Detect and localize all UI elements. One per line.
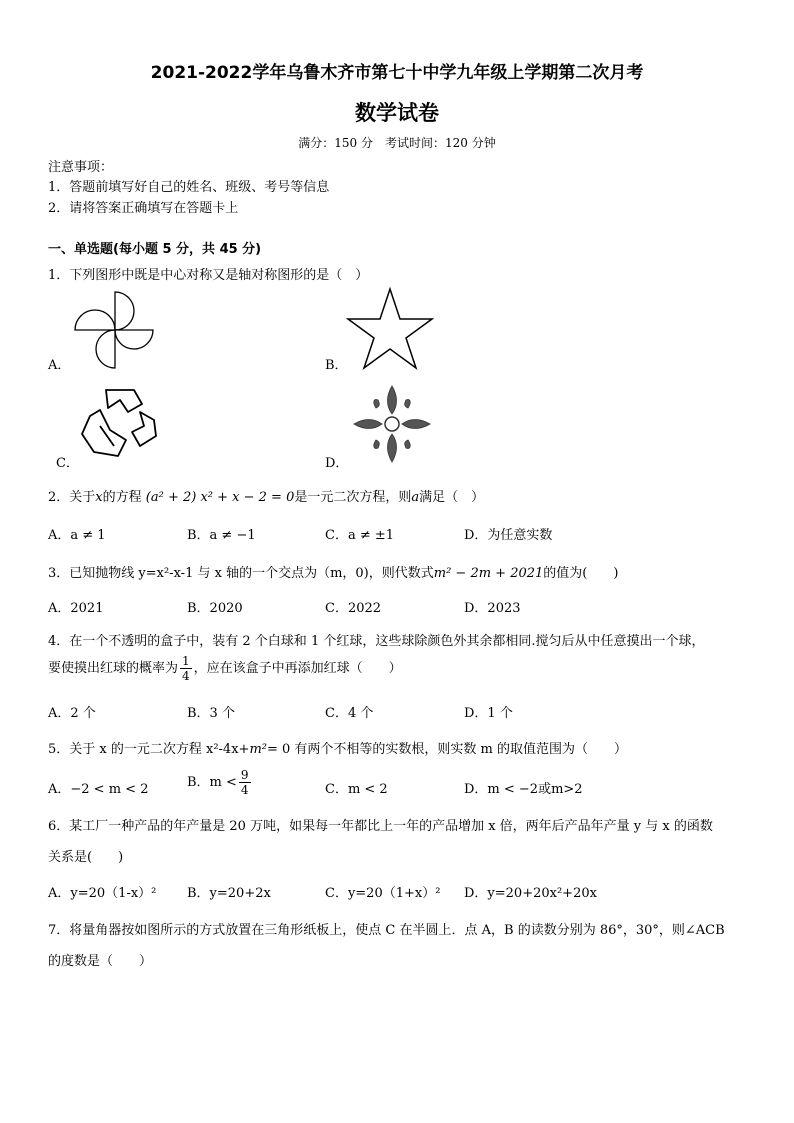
note-item-2: 2．请将答案正确填写在答题卡上: [48, 201, 239, 216]
section-heading: 一、单选题(每小题 5 分，共 45 分): [48, 242, 262, 257]
q2-stem: [48, 486, 484, 505]
pinwheel-figure: [70, 288, 160, 372]
q2-text-4: 满足（ ）: [419, 490, 485, 505]
recycle-hexagon-figure: [78, 386, 162, 460]
q6-option-b: B．y=20+2x: [187, 886, 271, 901]
q4-line-1: 4．在一个不透明的盒子中，装有 2 个白球和 1 个红球，这些球除颜色外其余都相同.搅匀后从中任意摸出一个球，: [48, 634, 705, 649]
q1-label-c: C．: [56, 456, 79, 471]
q3-option-a: A．2021: [48, 601, 104, 616]
q5-m2: m²: [249, 742, 267, 757]
q4-option-c: C．4 个: [325, 706, 374, 721]
q2-option-c: C．a ≠ ±1: [325, 528, 395, 543]
q7-line-1: 7．将量角器按如图所示的方式放置在三角形纸板上，使点 C 在半圆上．点 A，B 的读数分别为 86°，30°，则∠ACB: [48, 923, 725, 938]
q4-frac-num: 1: [182, 654, 190, 668]
q2-option-a: A．a ≠ 1: [48, 528, 106, 543]
q4-option-b: B．3 个: [187, 706, 235, 721]
q6-option-a: A．y=20（1-x）²: [48, 886, 157, 901]
q4-text-b: ，应在该盒子中再添加红球（ ）: [193, 661, 402, 676]
note-item-1: 1．答题前填写好自己的姓名、班级、考号等信息: [48, 180, 330, 195]
q3-text-b: 的值为( ): [543, 566, 619, 581]
q6-line-2: 关系是( ): [48, 850, 124, 865]
q4-frac-den: 4: [182, 669, 190, 683]
q4-option-d: D．1 个: [464, 706, 513, 721]
ornament-figure: [352, 384, 432, 464]
q5-option-d: D．m < −2或m>2: [464, 782, 583, 797]
q2-var-a: a: [411, 490, 420, 505]
q1-label-d: D．: [325, 456, 349, 471]
q5-frac-num: 9: [240, 768, 249, 782]
q5-option-a: A．−2 < m < 2: [48, 782, 149, 797]
q3-expression: m² − 2m + 2021: [433, 566, 544, 581]
q3-stem: [48, 562, 618, 581]
q5-fraction: [239, 768, 251, 797]
q5-text-a: 5．关于 x 的一元二次方程 x²-4x+: [48, 742, 250, 757]
q5-option-b-text: B．m <: [187, 775, 237, 790]
q4-line-2: [48, 654, 402, 683]
q5-option-c: C．m < 2: [325, 782, 388, 797]
q6-line-1: 6．某工厂一种产品的年产量是 20 万吨，如果每一年都比上一年的产品增加 x 倍，两年后产品年产量 y 与 x 的函数: [48, 819, 713, 834]
q5-stem: [48, 738, 627, 757]
q3-option-d: D．2023: [464, 601, 521, 616]
q3-option-b: B．2020: [187, 601, 243, 616]
q2-var-x: x: [95, 490, 103, 505]
q2-text-1: 2．关于: [48, 490, 96, 505]
q2-text-2: 的方程: [102, 490, 142, 505]
q1-label-b: B．: [325, 358, 348, 373]
q2-option-d: D．为任意实数: [464, 528, 553, 543]
q6-option-c: C．y=20（1+x）²: [325, 886, 441, 901]
q5-text-b: = 0 有两个不相等的实数根，则实数 m 的取值范围为（ ）: [266, 742, 628, 757]
notes-heading: 注意事项：: [48, 160, 114, 175]
q2-text-3: 是一元二次方程，则: [294, 490, 412, 505]
q7-line-2: 的度数是（ ）: [48, 954, 153, 969]
q5-option-b: [187, 768, 253, 797]
q3-option-c: C．2022: [325, 601, 382, 616]
q3-text-a: 3．已知抛物线 y=x²-x-1 与 x 轴的一个交点为（m，0)，则代数式: [48, 566, 434, 581]
q5-frac-den: 4: [240, 783, 249, 797]
exam-title: 2021-2022学年乌鲁木齐市第七十中学九年级上学期第二次月考: [150, 63, 644, 83]
q1-label-a: A．: [48, 358, 71, 373]
q4-text-a: 要使摸出红球的概率为: [48, 661, 179, 676]
exam-meta: 满分：150 分 考试时间：120 分钟: [298, 136, 496, 150]
q4-option-a: A．2 个: [48, 706, 96, 721]
q4-fraction: [180, 654, 192, 683]
exam-subtitle: 数学试卷: [355, 101, 439, 125]
q2-equation: (a² + 2) x² + x − 2 = 0: [145, 490, 295, 505]
q1-stem: 1．下列图形中既是中心对称又是轴对称图形的是（ ）: [48, 268, 369, 283]
q6-option-d: D．y=20+20x²+20x: [464, 886, 597, 901]
q2-option-b: B．a ≠ −1: [187, 528, 256, 543]
star-figure: [346, 286, 434, 370]
